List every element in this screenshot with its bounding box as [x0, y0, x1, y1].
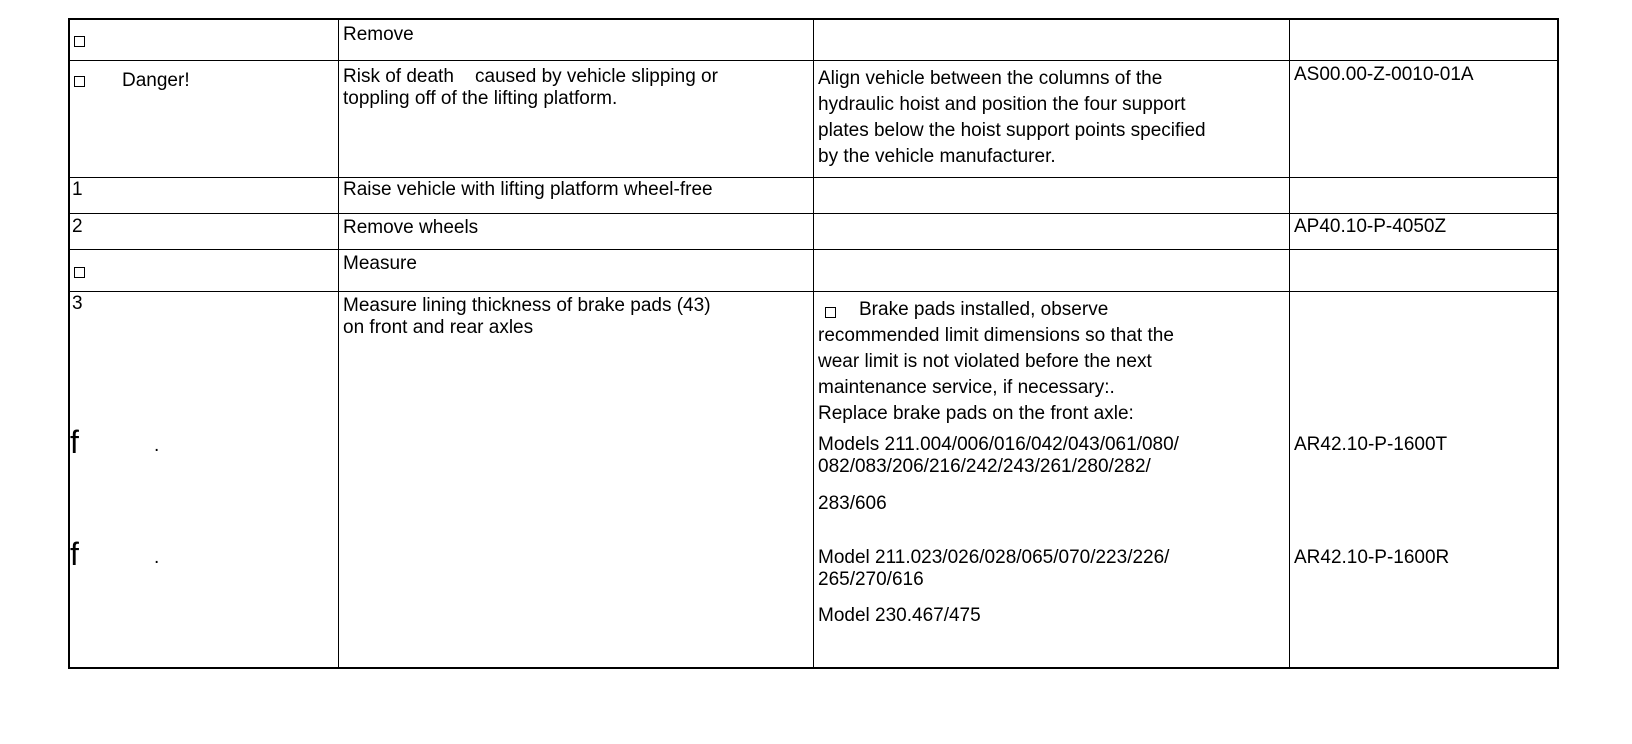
checkbox-icon	[74, 267, 85, 278]
row-divider	[70, 177, 1557, 178]
section-title-remove: Remove	[343, 24, 414, 45]
step-number: 3	[72, 293, 83, 314]
row-divider	[70, 60, 1557, 61]
bullet-dot: .	[154, 435, 160, 456]
danger-reference: AS00.00-Z-0010-01A	[1294, 64, 1474, 85]
column-divider	[1289, 20, 1290, 667]
danger-note: Align vehicle between the columns of the hydraulic hoist and position the four support plates below the hoist support points specified by the vehicle manufacturer.	[818, 68, 1206, 167]
bullet-marker: f	[70, 424, 79, 460]
checkbox-icon	[74, 36, 85, 47]
models-group-b: Model 211.023/026/028/065/070/223/226/ 265/270/616	[818, 547, 1170, 591]
row-divider	[70, 249, 1557, 250]
models-group-a-tail: 283/606	[818, 493, 887, 514]
step-text: Raise vehicle with lifting platform wheel-free	[343, 179, 713, 200]
column-divider	[338, 20, 339, 667]
step-number: 1	[72, 179, 83, 200]
danger-label: Danger!	[122, 70, 190, 91]
models-group-a-reference: AR42.10-P-1600T	[1294, 434, 1448, 455]
column-divider	[813, 20, 814, 667]
step-text: Remove wheels	[343, 217, 479, 238]
risk-text: Risk of death caused by vehicle slipping or toppling off of the lifting platform.	[343, 66, 718, 110]
checkbox-icon	[74, 76, 85, 87]
models-group-c: Model 230.467/475	[818, 605, 981, 626]
row-divider	[70, 213, 1557, 214]
step-reference: AP40.10-P-4050Z	[1294, 216, 1447, 237]
models-group-b-reference: AR42.10-P-1600R	[1294, 547, 1450, 568]
replace-instruction: Replace brake pads on the front axle:	[818, 403, 1134, 424]
step-text: Measure lining thickness of brake pads (43) on front and rear axles	[343, 295, 711, 339]
row-divider	[70, 291, 1557, 292]
step-number: 2	[72, 216, 83, 237]
bullet-marker: f	[70, 536, 79, 572]
models-group-a: Models 211.004/006/016/042/043/061/080/ 082/083/206/216/242/243/261/280/282/	[818, 434, 1179, 478]
section-title-measure: Measure	[343, 253, 417, 274]
bullet-dot: .	[154, 547, 160, 568]
brake-pad-note: Brake pads installed, observe recommended limit dimensions so that the wear limit is not violated before the next maintenance service, if necessary:.	[818, 299, 1174, 398]
procedure-table	[68, 18, 1559, 669]
